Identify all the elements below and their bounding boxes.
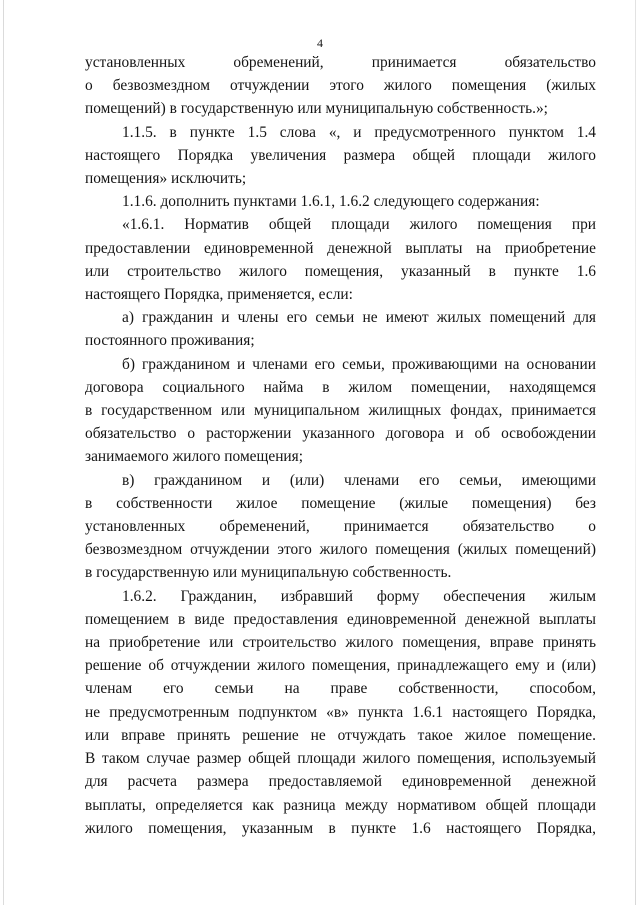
text-line: в государственном или муниципальном жилищных фондах, принимается — [85, 402, 596, 420]
text-line: 1.1.5. в пункте 1.5 слова «, и предусмотренного пунктом 1.4 — [122, 123, 596, 141]
text-line: помещений) в государственную или муниципальную собственность.»; — [85, 100, 548, 118]
text-line: выплаты, определяется как разница между нормативом общей площади — [85, 796, 596, 814]
text-line: а) гражданин и члены его семьи не имеют жилых помещений для — [122, 309, 596, 327]
text-line: 1.1.6. дополнить пунктами 1.6.1, 1.6.2 следующего содержания: — [122, 193, 540, 211]
text-line: б) гражданином и членами его семьи, проживающими на основании — [122, 355, 596, 373]
text-line: помещением в виде предоставления единовременной денежной выплаты — [85, 610, 596, 628]
text-line: в собственности жилое помещение (жилые помещения) без — [85, 494, 596, 512]
paragraph — [85, 353, 596, 469]
scan-edge — [3, 0, 4, 905]
text-line: или вправе принять решение не отчуждать такое жилое помещение. — [85, 726, 596, 744]
text-line: в) гражданином и (или) членами его семьи, имеющими — [122, 471, 596, 489]
page-number: 4 — [317, 36, 323, 50]
paragraph — [85, 213, 596, 306]
text-line: о безвозмездном отчуждении этого жилого помещения (жилых — [85, 77, 596, 95]
paragraph — [85, 469, 596, 585]
paragraph — [85, 190, 596, 213]
paragraph — [85, 51, 596, 121]
text-line: жилого помещения, указанным в пункте 1.6 настоящего Порядка, — [85, 819, 596, 837]
paragraph — [85, 121, 596, 191]
text-line: решение об отчуждении жилого помещения, принадлежащего ему и (или) — [85, 657, 596, 675]
text-line: или строительство жилого помещения, указанный в пункте 1.6 — [85, 262, 596, 280]
text-line: обязательство о расторжении указанного договора и об освобождении — [85, 425, 596, 443]
text-line: настоящего Порядка увеличения размера общей площади жилого — [85, 146, 596, 164]
text-line: установленных обременений, принимается обязательство о — [85, 518, 596, 536]
scan-edge — [635, 0, 636, 905]
text-line: 1.6.2. Гражданин, избравший форму обеспечения жилым — [122, 587, 596, 605]
text-line: для расчета размера предоставляемой единовременной денежной — [85, 773, 596, 791]
text-line: помещения» исключить; — [85, 170, 247, 188]
text-line: в государственную или муниципальную собственность. — [85, 564, 452, 582]
text-line: установленных обременений, принимается обязательство — [85, 54, 596, 71]
text-line: предоставлении единовременной денежной выплаты на приобретение — [85, 239, 596, 257]
text-line: занимаемого жилого помещения; — [85, 448, 304, 466]
paragraph — [85, 306, 596, 352]
text-line: на приобретение или строительство жилого помещения, вправе принять — [85, 634, 596, 652]
text-line: «1.6.1. Норматив общей площади жилого помещения при — [122, 216, 596, 234]
text-line: постоянного проживания; — [85, 332, 255, 350]
paragraph — [85, 585, 596, 840]
text-line: членам его семьи на праве собственности, способом, — [85, 680, 596, 698]
text-line: В таком случае размер общей площади жилого помещения, используемый — [85, 750, 596, 768]
text-line: договора социального найма в жилом помещении, находящемся — [85, 378, 596, 396]
text-line: настоящего Порядка, применяется, если: — [85, 286, 353, 304]
document-body — [85, 51, 596, 840]
text-line: не предусмотренным подпунктом «в» пункта 1.6.1 настоящего Порядка, — [85, 703, 596, 721]
text-line: безвозмездном отчуждении этого жилого помещения (жилых помещений) — [85, 541, 596, 559]
